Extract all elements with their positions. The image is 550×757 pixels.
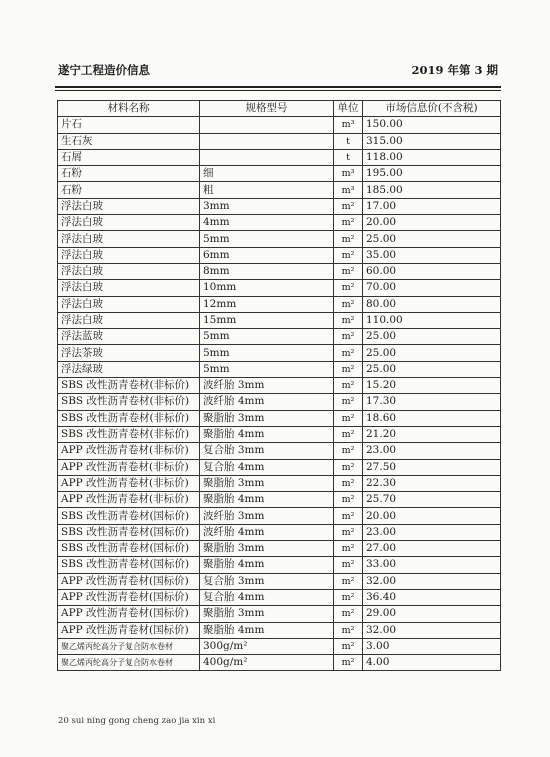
material-name-cell: APP 改性沥青卷材(非标价) <box>58 475 200 491</box>
table-row <box>58 394 501 410</box>
spec-cell: 复合胎 3mm <box>200 573 334 589</box>
material-name-cell: 浮法白玻 <box>58 296 200 312</box>
unit-cell: m² <box>334 426 363 442</box>
unit-cell: m² <box>334 345 363 361</box>
table-row <box>58 296 501 312</box>
unit-cell: m² <box>334 541 363 557</box>
spec-cell: 聚脂胎 4mm <box>200 622 334 638</box>
price-cell: 80.00 <box>363 296 501 312</box>
unit-cell: m² <box>334 394 363 410</box>
table-row <box>58 280 501 296</box>
price-cell: 25.00 <box>363 329 501 345</box>
material-name-cell: 浮法白玻 <box>58 312 200 328</box>
price-cell: 23.00 <box>363 524 501 540</box>
table-row <box>58 573 501 589</box>
spec-cell: 15mm <box>200 312 334 328</box>
column-header-spec: 规格型号 <box>200 101 334 117</box>
price-cell: 33.00 <box>363 557 501 573</box>
table-row <box>58 475 501 491</box>
table-row <box>58 541 501 557</box>
table-row <box>58 329 501 345</box>
price-cell: 70.00 <box>363 280 501 296</box>
material-name-cell: 石粉 <box>58 166 200 182</box>
unit-cell: m² <box>334 459 363 475</box>
material-name-cell: APP 改性沥青卷材(国标价) <box>58 573 200 589</box>
unit-cell: m² <box>334 475 363 491</box>
material-name-cell: APP 改性沥青卷材(非标价) <box>58 443 200 459</box>
price-cell: 17.00 <box>363 198 501 214</box>
publication-title: 遂宁工程造价信息 <box>58 63 150 77</box>
unit-cell: m² <box>334 410 363 426</box>
table-row <box>58 655 501 671</box>
spec-cell <box>200 133 334 149</box>
material-name-cell: SBS 改性沥青卷材(非标价) <box>58 426 200 442</box>
price-cell: 4.00 <box>363 655 501 671</box>
table-row <box>58 426 501 442</box>
spec-cell: 聚脂胎 4mm <box>200 492 334 508</box>
unit-cell: m² <box>334 263 363 279</box>
price-cell: 35.00 <box>363 247 501 263</box>
table-row <box>58 247 501 263</box>
spec-cell: 波纤胎 3mm <box>200 508 334 524</box>
unit-cell: m² <box>334 606 363 622</box>
spec-cell: 聚脂胎 3mm <box>200 606 334 622</box>
material-name-cell: 浮法白玻 <box>58 263 200 279</box>
spec-cell: 400g/m² <box>200 655 334 671</box>
price-cell: 25.70 <box>363 492 501 508</box>
column-header-price: 市场信息价(不含税) <box>363 101 501 117</box>
spec-cell: 波纤胎 4mm <box>200 524 334 540</box>
spec-cell: 波纤胎 4mm <box>200 394 334 410</box>
price-cell: 22.30 <box>363 475 501 491</box>
table-row <box>58 117 501 133</box>
spec-cell: 300g/m² <box>200 638 334 654</box>
spec-cell: 聚脂胎 4mm <box>200 557 334 573</box>
table-row <box>58 198 501 214</box>
unit-cell: m² <box>334 638 363 654</box>
spec-cell: 6mm <box>200 247 334 263</box>
unit-cell: m² <box>334 524 363 540</box>
unit-cell: m³ <box>334 166 363 182</box>
material-name-cell: SBS 改性沥青卷材(非标价) <box>58 394 200 410</box>
page-footer: 20 sui ning gong cheng zao jia xin xi <box>58 716 216 726</box>
price-cell: 185.00 <box>363 182 501 198</box>
column-header-material: 材料名称 <box>58 101 200 117</box>
material-name-cell: 浮法白玻 <box>58 215 200 231</box>
table-row <box>58 166 501 182</box>
unit-cell: m² <box>334 589 363 605</box>
material-name-cell: SBS 改性沥青卷材(国标价) <box>58 524 200 540</box>
price-cell: 15.20 <box>363 378 501 394</box>
unit-cell: m² <box>334 329 363 345</box>
spec-cell: 复合胎 3mm <box>200 443 334 459</box>
table-row <box>58 345 501 361</box>
table-body <box>58 117 501 671</box>
spec-cell: 5mm <box>200 231 334 247</box>
price-cell: 27.00 <box>363 541 501 557</box>
price-cell: 36.40 <box>363 589 501 605</box>
material-name-cell: APP 改性沥青卷材(非标价) <box>58 459 200 475</box>
price-table <box>57 100 501 671</box>
table-row <box>58 149 501 165</box>
table-row <box>58 589 501 605</box>
unit-cell: m² <box>334 508 363 524</box>
table-row <box>58 606 501 622</box>
spec-cell: 5mm <box>200 361 334 377</box>
table-row <box>58 312 501 328</box>
unit-cell: m² <box>334 296 363 312</box>
header-rule-thin <box>55 90 501 91</box>
table-row <box>58 443 501 459</box>
price-cell: 27.50 <box>363 459 501 475</box>
unit-cell: m² <box>334 247 363 263</box>
spec-cell <box>200 117 334 133</box>
table-row <box>58 263 501 279</box>
price-cell: 17.30 <box>363 394 501 410</box>
price-cell: 25.00 <box>363 345 501 361</box>
material-name-cell: SBS 改性沥青卷材(国标价) <box>58 508 200 524</box>
material-name-cell: 浮法白玻 <box>58 198 200 214</box>
material-name-cell: APP 改性沥青卷材(国标价) <box>58 589 200 605</box>
page-header <box>58 62 498 80</box>
price-cell: 18.60 <box>363 410 501 426</box>
table-row <box>58 231 501 247</box>
table-row <box>58 215 501 231</box>
spec-cell: 8mm <box>200 263 334 279</box>
price-cell: 3.00 <box>363 638 501 654</box>
material-name-cell: SBS 改性沥青卷材(国标价) <box>58 557 200 573</box>
material-name-cell: 浮法白玻 <box>58 247 200 263</box>
spec-cell: 粗 <box>200 182 334 198</box>
material-name-cell: SBS 改性沥青卷材(非标价) <box>58 378 200 394</box>
spec-cell: 聚脂胎 4mm <box>200 426 334 442</box>
price-cell: 21.20 <box>363 426 501 442</box>
material-name-cell: 生石灰 <box>58 133 200 149</box>
table-row <box>58 638 501 654</box>
material-name-cell: 浮法绿玻 <box>58 361 200 377</box>
spec-cell: 12mm <box>200 296 334 312</box>
price-cell: 25.00 <box>363 231 501 247</box>
unit-cell: m² <box>334 231 363 247</box>
unit-cell: m² <box>334 573 363 589</box>
spec-cell: 细 <box>200 166 334 182</box>
unit-cell: m² <box>334 280 363 296</box>
unit-cell: m³ <box>334 117 363 133</box>
material-name-cell: 片石 <box>58 117 200 133</box>
spec-cell: 波纤胎 3mm <box>200 378 334 394</box>
material-name-cell: 石粉 <box>58 182 200 198</box>
material-name-cell: 浮法茶玻 <box>58 345 200 361</box>
spec-cell: 聚脂胎 3mm <box>200 541 334 557</box>
table-row <box>58 524 501 540</box>
table-row <box>58 133 501 149</box>
material-name-cell: 聚乙烯丙纶高分子复合防水卷材 <box>58 638 200 654</box>
unit-cell: m² <box>334 655 363 671</box>
table-row <box>58 378 501 394</box>
header-rule <box>55 86 501 88</box>
table-row <box>58 508 501 524</box>
price-cell: 25.00 <box>363 361 501 377</box>
unit-cell: m³ <box>334 182 363 198</box>
unit-cell: m² <box>334 443 363 459</box>
material-name-cell: SBS 改性沥青卷材(非标价) <box>58 410 200 426</box>
table-row <box>58 622 501 638</box>
price-cell: 29.00 <box>363 606 501 622</box>
spec-cell: 聚脂胎 3mm <box>200 410 334 426</box>
unit-cell: m² <box>334 378 363 394</box>
price-cell: 20.00 <box>363 508 501 524</box>
spec-cell: 聚脂胎 3mm <box>200 475 334 491</box>
spec-cell: 4mm <box>200 215 334 231</box>
table-row <box>58 557 501 573</box>
price-cell: 110.00 <box>363 312 501 328</box>
spec-cell: 复合胎 4mm <box>200 459 334 475</box>
price-cell: 150.00 <box>363 117 501 133</box>
issue-label: 2019 年第 3 期 <box>411 63 498 77</box>
price-cell: 32.00 <box>363 622 501 638</box>
price-cell: 60.00 <box>363 263 501 279</box>
spec-cell: 复合胎 4mm <box>200 589 334 605</box>
unit-cell: m² <box>334 215 363 231</box>
unit-cell: m² <box>334 312 363 328</box>
column-header-unit: 单位 <box>334 101 363 117</box>
spec-cell: 3mm <box>200 198 334 214</box>
table-row <box>58 492 501 508</box>
unit-cell: m² <box>334 492 363 508</box>
material-name-cell: APP 改性沥青卷材(非标价) <box>58 492 200 508</box>
material-name-cell: 浮法白玻 <box>58 231 200 247</box>
material-name-cell: 石屑 <box>58 149 200 165</box>
unit-cell: t <box>334 133 363 149</box>
table-header-row <box>58 101 501 117</box>
table-row <box>58 361 501 377</box>
price-cell: 195.00 <box>363 166 501 182</box>
unit-cell: m² <box>334 622 363 638</box>
material-name-cell: APP 改性沥青卷材(国标价) <box>58 606 200 622</box>
price-cell: 315.00 <box>363 133 501 149</box>
spec-cell: 5mm <box>200 329 334 345</box>
material-name-cell: 浮法白玻 <box>58 280 200 296</box>
unit-cell: m² <box>334 361 363 377</box>
table-row <box>58 182 501 198</box>
table-row <box>58 410 501 426</box>
table-row <box>58 459 501 475</box>
material-name-cell: SBS 改性沥青卷材(国标价) <box>58 541 200 557</box>
material-name-cell: 浮法蓝玻 <box>58 329 200 345</box>
price-cell: 20.00 <box>363 215 501 231</box>
material-name-cell: APP 改性沥青卷材(国标价) <box>58 622 200 638</box>
unit-cell: t <box>334 149 363 165</box>
spec-cell: 10mm <box>200 280 334 296</box>
price-cell: 23.00 <box>363 443 501 459</box>
price-cell: 32.00 <box>363 573 501 589</box>
price-cell: 118.00 <box>363 149 501 165</box>
spec-cell: 5mm <box>200 345 334 361</box>
material-name-cell: 聚乙烯丙纶高分子复合防水卷材 <box>58 655 200 671</box>
spec-cell <box>200 149 334 165</box>
unit-cell: m² <box>334 198 363 214</box>
unit-cell: m² <box>334 557 363 573</box>
